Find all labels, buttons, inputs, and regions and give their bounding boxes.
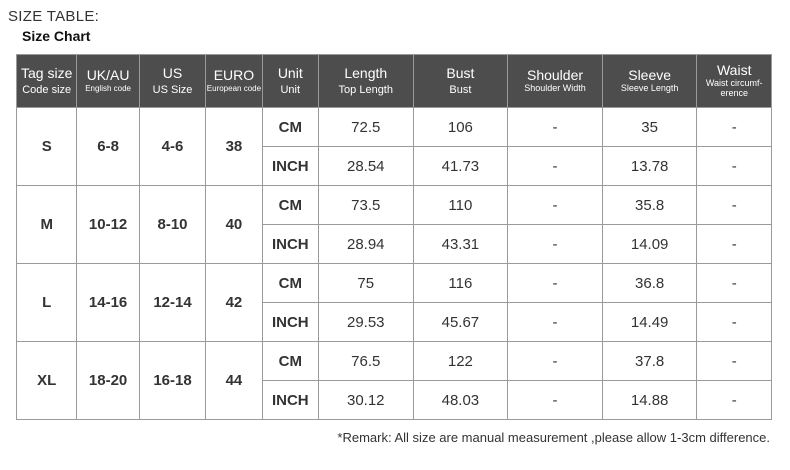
sleeve-cell: 14.49 bbox=[602, 303, 697, 342]
shoulder-cell: - bbox=[508, 264, 603, 303]
shoulder-cell: - bbox=[508, 303, 603, 342]
uk-au-cell: 10-12 bbox=[77, 186, 139, 264]
header-sub: Unit bbox=[280, 83, 301, 96]
length-cell: 76.5 bbox=[318, 342, 413, 381]
bust-cell: 45.67 bbox=[413, 303, 508, 342]
tag-size-cell: XL bbox=[17, 342, 77, 420]
uk-au-cell: 14-16 bbox=[77, 264, 139, 342]
sleeve-cell: 14.88 bbox=[602, 381, 697, 420]
header-sub: Code size bbox=[22, 83, 72, 96]
table-row-m-cm bbox=[17, 186, 772, 225]
col-header-us bbox=[139, 55, 205, 108]
sleeve-cell: 36.8 bbox=[602, 264, 697, 303]
shoulder-cell: - bbox=[508, 342, 603, 381]
shoulder-cell: - bbox=[508, 108, 603, 147]
bust-cell: 48.03 bbox=[413, 381, 508, 420]
unit-cell: INCH bbox=[262, 147, 318, 186]
tag-size-cell: L bbox=[17, 264, 77, 342]
sleeve-cell: 13.78 bbox=[602, 147, 697, 186]
size-chart-subtitle: Size Chart bbox=[22, 28, 91, 44]
euro-cell: 42 bbox=[206, 264, 262, 342]
header-main: UK/AU bbox=[86, 67, 130, 84]
header-main: US bbox=[162, 65, 183, 82]
header-sub: Bust bbox=[449, 83, 472, 96]
col-header-waist bbox=[697, 55, 772, 108]
waist-cell: - bbox=[697, 381, 772, 420]
col-header-bust bbox=[413, 55, 508, 108]
length-cell: 28.94 bbox=[318, 225, 413, 264]
header-sub: Shoulder Width bbox=[524, 83, 586, 94]
euro-cell: 40 bbox=[206, 186, 262, 264]
euro-cell: 38 bbox=[206, 108, 262, 186]
waist-cell: - bbox=[697, 186, 772, 225]
col-header-sleeve bbox=[602, 55, 697, 108]
tag-size-cell: S bbox=[17, 108, 77, 186]
us-size-cell: 8-10 bbox=[139, 186, 205, 264]
bust-cell: 106 bbox=[413, 108, 508, 147]
header-main: Shoulder bbox=[526, 66, 584, 83]
sleeve-cell: 35.8 bbox=[602, 186, 697, 225]
header-main: Length bbox=[344, 65, 388, 82]
header-main: EURO bbox=[213, 67, 255, 84]
shoulder-cell: - bbox=[508, 381, 603, 420]
bust-cell: 116 bbox=[413, 264, 508, 303]
us-size-cell: 12-14 bbox=[139, 264, 205, 342]
unit-cell: CM bbox=[262, 264, 318, 303]
sleeve-cell: 37.8 bbox=[602, 342, 697, 381]
uk-au-cell: 6-8 bbox=[77, 108, 139, 186]
uk-au-cell: 18-20 bbox=[77, 342, 139, 420]
tag-size-cell: M bbox=[17, 186, 77, 264]
length-cell: 75 bbox=[318, 264, 413, 303]
bust-cell: 41.73 bbox=[413, 147, 508, 186]
waist-cell: - bbox=[697, 225, 772, 264]
page-title: SIZE TABLE: bbox=[8, 8, 100, 25]
waist-cell: - bbox=[697, 108, 772, 147]
waist-cell: - bbox=[697, 147, 772, 186]
header-sub: Sleeve Length bbox=[620, 83, 679, 94]
header-sub: Top Length bbox=[338, 83, 393, 96]
waist-cell: - bbox=[697, 264, 772, 303]
sleeve-cell: 35 bbox=[602, 108, 697, 147]
header-sub: European code bbox=[206, 83, 262, 93]
length-cell: 30.12 bbox=[318, 381, 413, 420]
waist-cell: - bbox=[697, 303, 772, 342]
col-header-length bbox=[318, 55, 413, 108]
table-row-l-cm bbox=[17, 264, 772, 303]
sleeve-cell: 14.09 bbox=[602, 225, 697, 264]
length-cell: 28.54 bbox=[318, 147, 413, 186]
header-sub: Waist circumf-erence bbox=[705, 78, 763, 99]
waist-cell: - bbox=[697, 342, 772, 381]
unit-cell: INCH bbox=[262, 303, 318, 342]
unit-cell: INCH bbox=[262, 225, 318, 264]
col-header-uk-au bbox=[77, 55, 139, 108]
unit-cell: CM bbox=[262, 108, 318, 147]
euro-cell: 44 bbox=[206, 342, 262, 420]
shoulder-cell: - bbox=[508, 225, 603, 264]
header-main: Bust bbox=[446, 65, 475, 82]
us-size-cell: 16-18 bbox=[139, 342, 205, 420]
length-cell: 29.53 bbox=[318, 303, 413, 342]
header-sub: US Size bbox=[152, 83, 193, 96]
header-sub: English code bbox=[85, 83, 131, 93]
unit-cell: CM bbox=[262, 186, 318, 225]
table-row-xl-cm bbox=[17, 342, 772, 381]
header-main: Sleeve bbox=[628, 66, 672, 83]
length-cell: 72.5 bbox=[318, 108, 413, 147]
remark-note: *Remark: All size are manual measurement ,please allow 1-3cm difference. bbox=[337, 430, 770, 445]
size-table bbox=[16, 54, 772, 420]
bust-cell: 43.31 bbox=[413, 225, 508, 264]
unit-cell: INCH bbox=[262, 381, 318, 420]
header-main: Tag size bbox=[21, 65, 73, 82]
bust-cell: 122 bbox=[413, 342, 508, 381]
col-header-unit bbox=[262, 55, 318, 108]
header-main: Waist bbox=[716, 61, 752, 78]
col-header-euro bbox=[206, 55, 262, 108]
us-size-cell: 4-6 bbox=[139, 108, 205, 186]
unit-cell: CM bbox=[262, 342, 318, 381]
shoulder-cell: - bbox=[508, 147, 603, 186]
length-cell: 73.5 bbox=[318, 186, 413, 225]
shoulder-cell: - bbox=[508, 186, 603, 225]
col-header-tag-size bbox=[17, 55, 77, 108]
col-header-shoulder bbox=[508, 55, 603, 108]
table-header-row bbox=[17, 55, 772, 108]
header-main: Unit bbox=[277, 65, 303, 82]
table-row-s-cm bbox=[17, 108, 772, 147]
bust-cell: 110 bbox=[413, 186, 508, 225]
